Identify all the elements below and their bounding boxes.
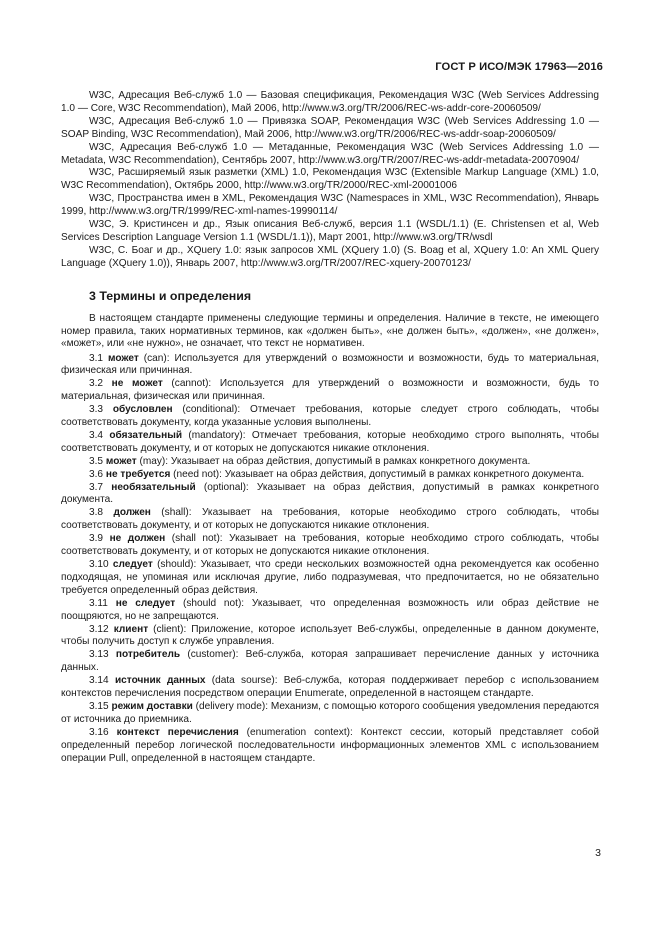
term-name: контекст перечисления — [116, 726, 239, 738]
reference-item: W3C, Э. Кристинсен и др., Язык описания Веб-служб, версия 1.1 (WSDL/1.1) (E. Christensen et al, Web Services Description Language Version 1.1 (WSDL/1.1)), Март 2001, http://www.w3.org/TR/wsdl — [61, 219, 599, 243]
term-text: (data sourse): Веб-служба, которая поддерживает перебор с использованием контекстов перечисления посредством операции Enumerate, определенной в настоящем стандарте. — [61, 675, 599, 700]
reference-item: W3C, Пространства имен в XML, Рекомендация W3C (Namespaces in XML, W3C Recommendation), Январь 1999, http://www.w3.org/TR/1999/REC-xml-names-19990114/ — [61, 193, 599, 218]
term-number: 3.9 — [89, 533, 104, 545]
term-number: 3.16 — [89, 726, 109, 738]
term-number: 3.8 — [89, 507, 104, 519]
term-name: может — [107, 352, 139, 364]
term-definition — [61, 378, 599, 404]
term-name: потребитель — [115, 649, 181, 661]
term-definition — [61, 675, 599, 701]
term-number: 3.1 — [89, 352, 104, 364]
term-text: (enumeration context): Контекст сессии, который представляет собой определенный перебор логической последовательности информационных элементов XML с использованием операции Pull, определенной в настоящем стандарте. — [61, 726, 599, 764]
term-name: обусловлен — [112, 404, 173, 416]
term-text: (conditional): Отмечает требования, которые следует строго соблюдать, чтобы соответствовать документу, когда указанные условия выполнены. — [61, 404, 599, 429]
term-text: (delivery mode): Механизм, с помощью которого сообщения уведомления передаются от источника до приемника. — [61, 700, 599, 725]
term-number: 3.10 — [89, 559, 109, 570]
term-name: необязательный — [111, 481, 196, 493]
document-header: ГОСТ Р ИСО/МЭК 17963—2016 — [435, 61, 603, 73]
reference-item: W3C, Расширяемый язык разметки (XML) 1.0, Рекомендация W3C (Extensible Markup Language (XML) 1.0, W3C Recommendation), Октябрь 2000, http://www.w3.org/TR/2000/REC-xml-20001006 — [61, 167, 599, 192]
term-text: (shall not): Указывает на требования, которые необходимо строго соблюдать, чтобы соответствовать документу, и от которых не допускаются никакие отклонения. — [61, 533, 599, 558]
term-text: (should not): Указывает, что определенная возможность или образ действие не поощряются, но не запрещаются. — [61, 597, 599, 622]
term-number: 3.5 — [89, 455, 104, 467]
term-name: не следует — [115, 597, 176, 609]
term-definition — [61, 404, 599, 430]
term-number: 3.14 — [89, 675, 109, 687]
section-title: 3 Термины и определения — [89, 288, 252, 303]
term-definition — [61, 507, 599, 533]
reference-item: W3C, Адресация Веб-служб 1.0 — Привязка SOAP, Рекомендация W3C (Web Services Addressing 1.0 — SOAP Binding, W3C Recommendation), Май 2006, http://www.w3.org/TR/2006/REC-ws-addr-soap-20060509/ — [61, 115, 599, 140]
term-name: обязательный — [109, 429, 183, 441]
term-name: источник данных — [114, 675, 206, 687]
term-text: (can): Используется для утверждений о возможности и возможности, будь то материальная, физическая или причинная. — [61, 352, 600, 377]
reference-item: W3C, Адресация Веб-служб 1.0 — Базовая спецификация, Рекомендация W3C (Web Services Addressing 1.0 — Core, W3C Recommendation), Май 2006, http://www.w3.org/TR/2006/REC-ws-addr-core-20060509/ — [61, 90, 599, 114]
term-definition — [61, 533, 599, 559]
term-name: следует — [112, 559, 153, 570]
term-definition — [61, 482, 599, 508]
term-text: (need not): Указывает на образ действия, допустимый в рамках конкретного документа. — [170, 468, 585, 480]
term-name: клиент — [113, 623, 149, 635]
term-text: (cannot): Используется для утверждений о возможности и возможности, будь то материальная, физическая или причинная. — [61, 378, 599, 403]
term-number: 3.15 — [89, 700, 109, 712]
term-text: (shall): Указывает на требования, которые необходимо строго соблюдать, чтобы соответствовать документу, и от которых не допускаются никакие отклонения. — [61, 507, 599, 532]
term-definition — [61, 598, 599, 624]
term-number: 3.7 — [89, 481, 104, 493]
term-definition — [61, 701, 599, 727]
term-definition — [61, 727, 599, 766]
term-text: (client): Приложение, которое использует Веб-службы, определенные в данном документе, чтобы получить доступ к службе управления. — [61, 623, 599, 648]
term-text: (optional): Указывает на образ действия, допустимый в рамках конкретного документа. — [61, 481, 599, 506]
term-name: может — [105, 455, 137, 467]
term-number: 3.3 — [89, 404, 104, 416]
term-number: 3.6 — [89, 468, 104, 480]
term-number: 3.4 — [89, 429, 104, 441]
term-text: (mandatory): Отмечает требования, которые необходимо строго выполнять, чтобы соответствовать документу, и от которых не допускаются никакие отклонения. — [61, 429, 599, 454]
term-text: (customer): Веб-служба, которая запрашивает перечисление данных у источника данных. — [61, 649, 599, 674]
term-number: 3.2 — [89, 378, 104, 390]
term-number: 3.12 — [89, 623, 109, 635]
term-name: не может — [111, 378, 163, 390]
term-definition — [61, 353, 599, 379]
term-definition — [61, 469, 599, 482]
references-list — [61, 90, 599, 271]
term-definition — [61, 559, 599, 598]
section-intro: В настоящем стандарте применены следующие термины и определения. Наличие в тексте, не имеющего номер правила, таких нормативных терминов, как «должен быть», «не должен быть», «должен», «не должен», «может», или «не нужно», не означает, что текст не нормативен. — [61, 312, 599, 350]
term-definition — [61, 649, 599, 675]
reference-item: W3C, С. Боаг и др., XQuery 1.0: язык запросов XML (XQuery 1.0) (S. Boag et al, XQuery 1.0: An XML Query Language (XQuery 1.0)), Январь 2007, http://www.w3.org/TR/2007/REC-xquery-20070123/ — [61, 244, 599, 269]
term-number: 3.13 — [89, 649, 109, 661]
page-content — [61, 90, 599, 766]
term-number: 3.11 — [89, 597, 108, 609]
term-definition — [61, 624, 599, 650]
term-name: режим доставки — [111, 700, 193, 712]
term-name: не требуется — [105, 468, 171, 480]
term-name: должен — [113, 507, 151, 519]
terms-list — [61, 353, 599, 766]
term-name: не должен — [109, 533, 166, 545]
page-number: 3 — [595, 847, 601, 859]
term-text: (should): Указывает, что среди нескольких возможностей одна рекомендуется как особенно подходящая, не упоминая или исключая другие, либо подразумевая, что предпочитается, но не обязательно требуется определенный образ действия. — [61, 559, 599, 596]
reference-item: W3C, Адресация Веб-служб 1.0 — Метаданные, Рекомендация W3C (Web Services Addressing 1.0 — Metadata, W3C Recommendation), Сентябрь 2007, http://www.w3.org/TR/2007/REC-ws-addr-metadata-20070904/ — [61, 141, 599, 166]
term-definition — [61, 430, 599, 456]
term-text: (may): Указывает на образ действия, допустимый в рамках конкретного документа. — [136, 455, 531, 467]
term-definition — [61, 456, 599, 469]
